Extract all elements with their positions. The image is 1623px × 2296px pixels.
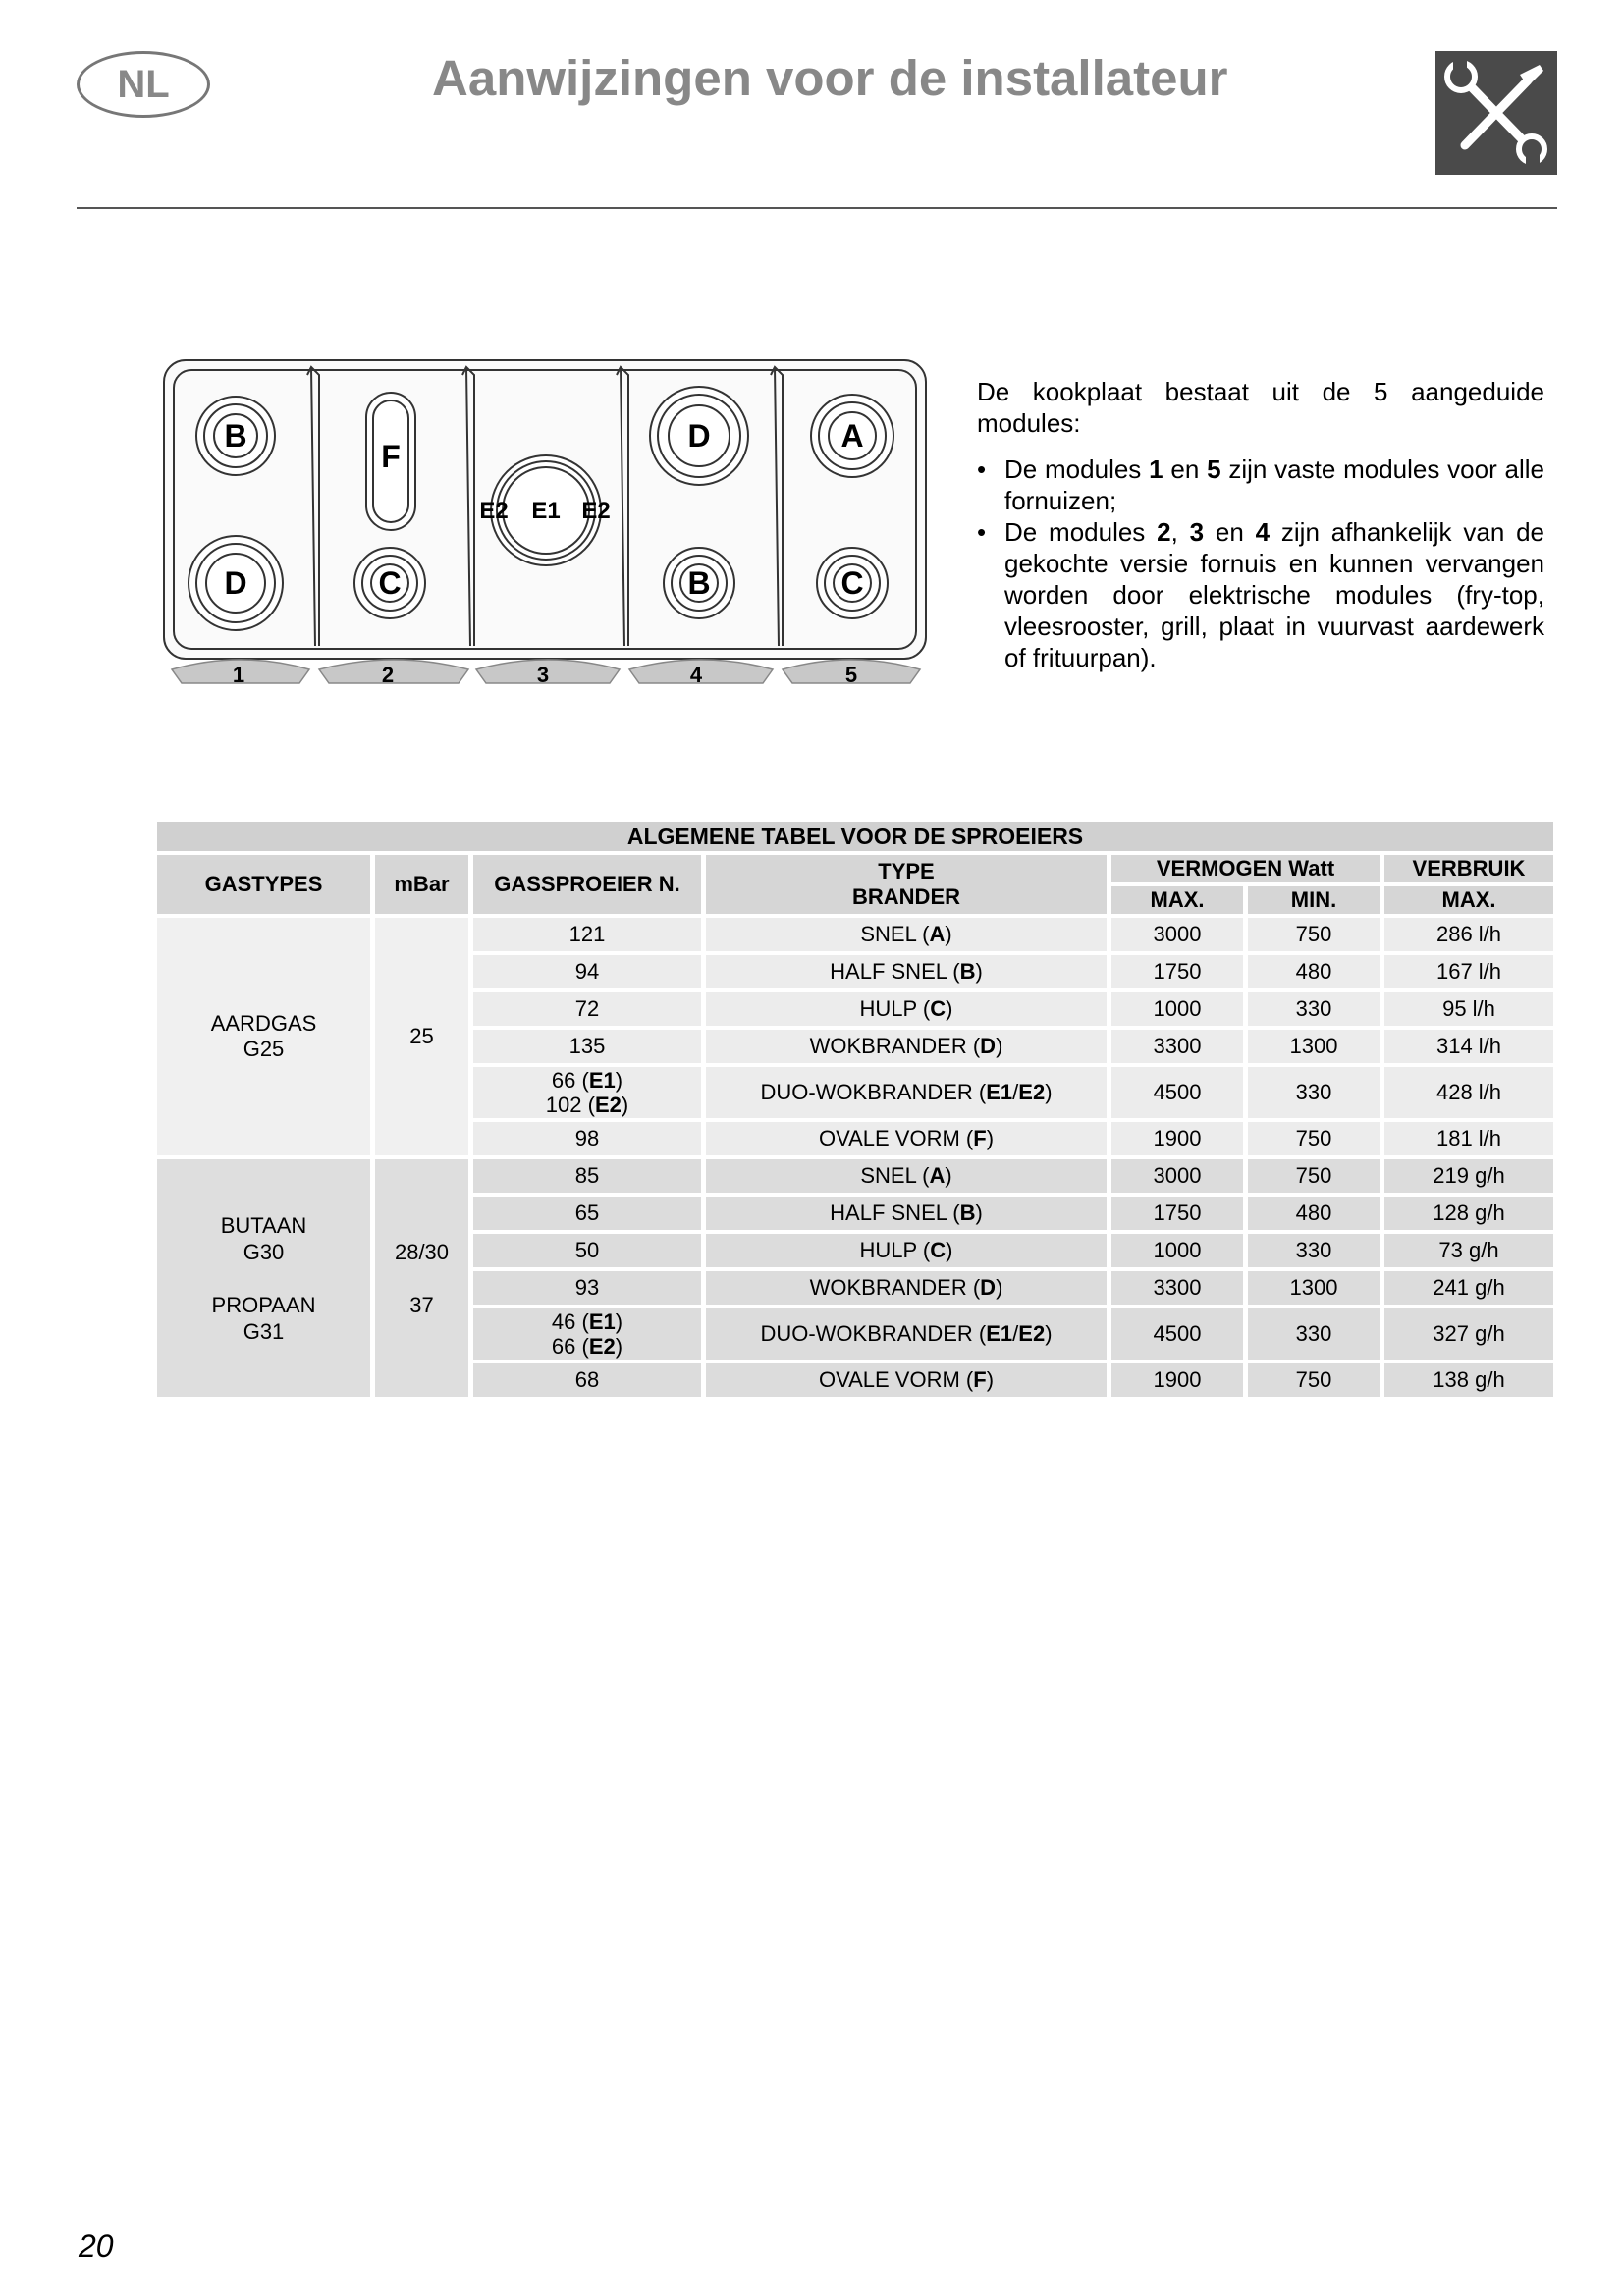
consumption-cell: 219 g/h	[1384, 1159, 1553, 1193]
power-max-cell: 1000	[1111, 992, 1243, 1026]
power-max-cell: 1750	[1111, 1197, 1243, 1230]
table-row	[157, 918, 1553, 951]
consumption-cell: 327 g/h	[1384, 1308, 1553, 1360]
burner-label-m1-bottom: D	[224, 565, 247, 601]
intro-paragraph: De kookplaat bestaat uit de 5 aangeduide modules:	[977, 377, 1544, 438]
header-gastypes: GASTYPES	[157, 855, 370, 914]
nozzle-cell: 46 (E1) 66 (E2)	[473, 1308, 701, 1360]
burner-cell: HALF SNEL (B)	[706, 1197, 1107, 1230]
tools-icon	[1435, 51, 1557, 175]
gas-type-cell: BUTAAN G30 PROPAAN G31	[157, 1159, 370, 1397]
nozzle-cell: 94	[473, 955, 701, 988]
burner-cell: DUO-WOKBRANDER (E1/E2)	[706, 1308, 1107, 1360]
power-min-cell: 480	[1248, 955, 1380, 988]
burner-label-m2-bottom: C	[378, 565, 402, 601]
table-row	[157, 1159, 1553, 1193]
power-min-cell: 330	[1248, 1234, 1380, 1267]
module-number-4: 4	[689, 663, 703, 687]
nozzle-table	[152, 818, 1558, 1401]
burner-label-m4-top: D	[687, 418, 711, 454]
page-title: Aanwijzingen voor de installateur	[432, 50, 1228, 106]
burner-label-m2-top: F	[381, 439, 401, 474]
consumption-cell: 181 l/h	[1384, 1122, 1553, 1155]
nozzle-cell: 68	[473, 1363, 701, 1397]
consumption-cell: 286 l/h	[1384, 918, 1553, 951]
power-max-cell: 4500	[1111, 1308, 1243, 1360]
power-max-cell: 3000	[1111, 1159, 1243, 1193]
power-min-cell: 1300	[1248, 1030, 1380, 1063]
nozzle-cell: 98	[473, 1122, 701, 1155]
burner-cell: WOKBRANDER (D)	[706, 1271, 1107, 1305]
header-nozzle: GASSPROEIER N.	[473, 855, 701, 914]
burner-label-m3-right: E2	[581, 498, 611, 524]
burner-cell: DUO-WOKBRANDER (E1/E2)	[706, 1067, 1107, 1118]
gas-type-cell: AARDGAS G25	[157, 918, 370, 1155]
consumption-cell: 167 l/h	[1384, 955, 1553, 988]
header-burner-type: TYPE BRANDER	[706, 855, 1107, 914]
nozzle-cell: 135	[473, 1030, 701, 1063]
table-group-lpg	[157, 1159, 1553, 1397]
header-divider	[77, 207, 1557, 209]
burner-cell: HULP (C)	[706, 992, 1107, 1026]
power-max-cell: 1900	[1111, 1122, 1243, 1155]
power-min-cell: 1300	[1248, 1271, 1380, 1305]
table-caption: ALGEMENE TABEL VOOR DE SPROEIERS	[157, 822, 1553, 851]
power-min-cell: 750	[1248, 918, 1380, 951]
table-group-natural-gas	[157, 918, 1553, 1155]
nozzle-cell: 93	[473, 1271, 701, 1305]
power-max-cell: 1900	[1111, 1363, 1243, 1397]
burner-cell: OVALE VORM (F)	[706, 1363, 1107, 1397]
module-number-3: 3	[536, 663, 550, 687]
nozzle-cell: 50	[473, 1234, 701, 1267]
power-max-cell: 1000	[1111, 1234, 1243, 1267]
burner-cell: SNEL (A)	[706, 1159, 1107, 1193]
power-max-cell: 4500	[1111, 1067, 1243, 1118]
power-min-cell: 330	[1248, 1308, 1380, 1360]
consumption-cell: 73 g/h	[1384, 1234, 1553, 1267]
page-number: 20	[79, 2228, 114, 2264]
header-mbar: mBar	[375, 855, 468, 914]
nozzle-cell: 85	[473, 1159, 701, 1193]
burner-label-m5-bottom: C	[840, 565, 864, 601]
consumption-cell: 314 l/h	[1384, 1030, 1553, 1063]
nozzle-cell: 121	[473, 918, 701, 951]
power-max-cell: 1750	[1111, 955, 1243, 988]
burner-label-m3-left: E2	[479, 498, 509, 524]
power-max-cell: 3000	[1111, 918, 1243, 951]
consumption-cell: 241 g/h	[1384, 1271, 1553, 1305]
consumption-cell: 128 g/h	[1384, 1197, 1553, 1230]
mbar-cell: 28/30 37	[375, 1159, 468, 1397]
mbar-cell: 25	[375, 918, 468, 1155]
burner-label-m1-top: B	[224, 418, 247, 454]
burner-cell: HULP (C)	[706, 1234, 1107, 1267]
power-min-cell: 750	[1248, 1159, 1380, 1193]
consumption-cell: 138 g/h	[1384, 1363, 1553, 1397]
header-consumption-max: MAX.	[1384, 886, 1553, 914]
power-max-cell: 3300	[1111, 1030, 1243, 1063]
nozzle-cell: 72	[473, 992, 701, 1026]
intro-text	[977, 376, 1544, 673]
power-min-cell: 750	[1248, 1363, 1380, 1397]
power-min-cell: 330	[1248, 1067, 1380, 1118]
power-min-cell: 330	[1248, 992, 1380, 1026]
power-min-cell: 480	[1248, 1197, 1380, 1230]
header-power-min: MIN.	[1248, 886, 1380, 914]
language-badge: NL	[77, 51, 210, 118]
nozzle-cell: 65	[473, 1197, 701, 1230]
nozzle-cell: 66 (E1) 102 (E2)	[473, 1067, 701, 1118]
header-power-max: MAX.	[1111, 886, 1243, 914]
intro-bullets	[977, 454, 1544, 673]
intro-bullet: • De modules 2, 3 en 4 zijn afhankelijk van de gekochte versie fornuis en kunnen vervangen worden door elektrische modules (fry-top, vleesrooster, grill, plaat in vuurvast aardewerk of frituurpan).	[977, 516, 1544, 673]
power-max-cell: 3300	[1111, 1271, 1243, 1305]
consumption-cell: 95 l/h	[1384, 992, 1553, 1026]
burner-cell: OVALE VORM (F)	[706, 1122, 1107, 1155]
intro-bullet: • De modules 1 en 5 zijn vaste modules voor alle fornuizen;	[977, 454, 1544, 516]
power-min-cell: 750	[1248, 1122, 1380, 1155]
header-power: VERMOGEN Watt	[1111, 855, 1380, 882]
burner-cell: WOKBRANDER (D)	[706, 1030, 1107, 1063]
burner-label-m3-center: E1	[531, 498, 561, 524]
burner-cell: HALF SNEL (B)	[706, 955, 1107, 988]
cooktop-diagram	[162, 355, 928, 699]
module-number-2: 2	[381, 663, 395, 687]
module-number-1: 1	[232, 663, 245, 687]
module-number-5: 5	[844, 663, 858, 687]
burner-cell: SNEL (A)	[706, 918, 1107, 951]
burner-label-m5-top: A	[840, 418, 864, 454]
burner-label-m4-bottom: B	[687, 565, 711, 601]
consumption-cell: 428 l/h	[1384, 1067, 1553, 1118]
header-consumption: VERBRUIK	[1384, 855, 1553, 882]
